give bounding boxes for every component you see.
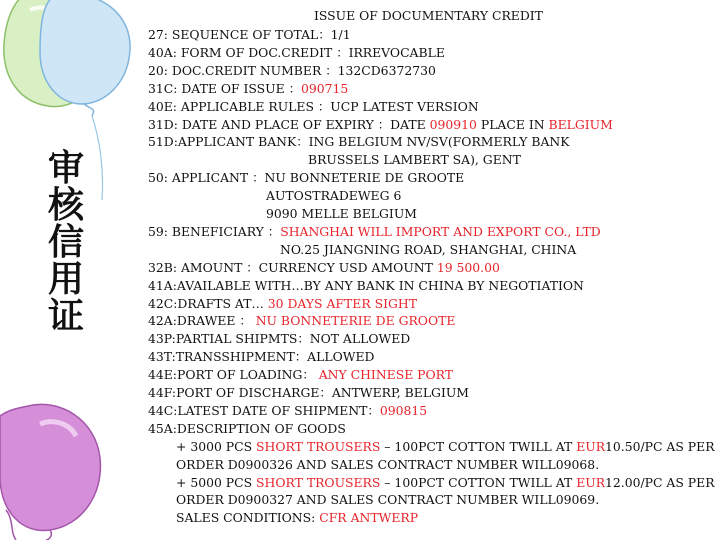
line-text: 44C:LATEST DATE OF SHIPMENT： <box>148 402 380 418</box>
document-line <box>176 491 599 508</box>
document-line <box>148 384 469 401</box>
document-line <box>148 295 417 312</box>
document-line <box>148 62 436 79</box>
document-line <box>148 169 464 186</box>
line-text: 43T:TRANSSHIPMENT：ALLOWED <box>148 349 375 365</box>
line-text: 43P:PARTIAL SHIPMTS：NOT ALLOWED <box>148 331 411 347</box>
line-text: 51D:APPLICANT BANK：ING BELGIUM NV/SV(FORMERLY BANK <box>148 134 570 150</box>
highlighted-value: 19 500.00 <box>436 259 500 275</box>
line-text: + 5000 PCS <box>176 474 257 490</box>
line-text: 31D: DATE AND PLACE OF EXPIRY ：DATE <box>148 116 430 132</box>
line-text: 59: BENEFICIARY ： <box>148 223 281 239</box>
highlighted-value: BELGIUM <box>548 116 613 132</box>
line-text: 40E: APPLICABLE RULES ：UCP LATEST VERSION <box>148 98 479 114</box>
line-text: SALES CONDITIONS: <box>176 510 320 526</box>
side-title-char: 核 <box>47 185 84 226</box>
document-line <box>148 44 445 61</box>
document-line <box>148 312 455 329</box>
line-text: 20: DOC.CREDIT NUMBER ：132CD6372730 <box>148 62 436 78</box>
line-text: ORDER D0900326 AND SALES CONTRACT NUMBER WILL09068. <box>176 456 600 472</box>
line-text: 41A:AVAILABLE WITH…BY ANY BANK IN CHINA BY NEGOTIATION <box>148 277 584 293</box>
highlighted-value: 090910 <box>429 116 477 132</box>
document-line <box>308 151 521 168</box>
line-text: 27: SEQUENCE OF TOTAL：1/1 <box>148 27 351 42</box>
line-text: + 3000 PCS <box>176 438 257 454</box>
line-text: NO.25 JIANGNING ROAD, SHANGHAI, CHINA <box>280 241 577 257</box>
line-text: BRUSSELS LAMBERT SA), GENT <box>308 152 521 168</box>
document-heading: ISSUE OF DOCUMENTARY CREDIT <box>314 8 543 23</box>
document-line <box>176 456 599 473</box>
highlighted-value: SHORT TROUSERS <box>256 474 381 490</box>
line-text: – 100PCT COTTON TWILL AT <box>380 474 577 490</box>
highlighted-value: NU BONNETERIE DE GROOTE <box>255 313 456 329</box>
side-title-char: 信 <box>47 222 84 263</box>
document-line <box>148 402 427 419</box>
document-line <box>148 26 351 43</box>
line-text: – 100PCT COTTON TWILL AT <box>380 438 577 454</box>
document-line <box>148 133 570 150</box>
line-text: 44E:PORT OF LOADING： <box>148 367 319 383</box>
document-line <box>148 80 348 97</box>
highlighted-value: CFR ANTWERP <box>319 510 419 526</box>
highlighted-value: ANY CHINESE PORT <box>318 367 454 383</box>
document-line <box>176 509 418 526</box>
highlighted-value: EUR <box>576 474 606 490</box>
line-text: 32B: AMOUNT ：CURRENCY USD AMOUNT <box>148 259 437 275</box>
line-text: 45A:DESCRIPTION OF GOODS <box>148 420 346 436</box>
document-line <box>176 438 715 455</box>
highlighted-value: SHORT TROUSERS <box>256 438 381 454</box>
line-text: 31C: DATE OF ISSUE ： <box>148 80 301 96</box>
document-line <box>280 241 576 258</box>
document-line <box>176 474 715 491</box>
line-text: 44F:PORT OF DISCHARGE：ANTWERP, BELGIUM <box>148 385 469 400</box>
highlighted-value: SHANGHAI WILL IMPORT AND EXPORT CO., LTD <box>280 223 601 239</box>
document-line <box>148 330 410 347</box>
document-line <box>148 366 453 383</box>
line-text: 12.00/PC AS PER <box>605 474 715 490</box>
side-title-char: 用 <box>47 259 84 300</box>
line-text: PLACE IN <box>476 116 549 132</box>
document-line <box>148 223 601 240</box>
line-text: 10.50/PC AS PER <box>605 438 715 454</box>
document-line <box>148 420 346 437</box>
line-text: ORDER D0900327 AND SALES CONTRACT NUMBER WILL09069. <box>176 492 600 508</box>
line-text: 42A:DRAWEE ： <box>148 313 256 329</box>
highlighted-value: 090815 <box>379 402 428 418</box>
document-line <box>148 98 479 115</box>
line-text: 9090 MELLE BELGIUM <box>266 206 417 221</box>
side-title-char: 审 <box>47 148 84 189</box>
document-line <box>266 205 417 222</box>
document-line <box>266 187 401 204</box>
side-title <box>44 150 88 335</box>
line-text: AUTOSTRADEWEG 6 <box>266 188 402 204</box>
line-text: 50: APPLICANT ：NU BONNETERIE DE GROOTE <box>148 170 465 186</box>
document-line <box>148 116 613 133</box>
line-text: 42C:DRAFTS AT… <box>148 295 268 311</box>
document-line <box>148 259 500 276</box>
purple-balloon <box>0 404 100 540</box>
document-line <box>148 348 374 365</box>
document-line <box>148 277 584 294</box>
highlighted-value: 090715 <box>300 80 349 96</box>
highlighted-value: 30 DAYS AFTER SIGHT <box>267 295 417 311</box>
highlighted-value: EUR <box>576 438 606 454</box>
line-text: 40A: FORM OF DOC.CREDIT ：IRREVOCABLE <box>148 44 445 60</box>
side-title-char: 证 <box>47 296 84 337</box>
